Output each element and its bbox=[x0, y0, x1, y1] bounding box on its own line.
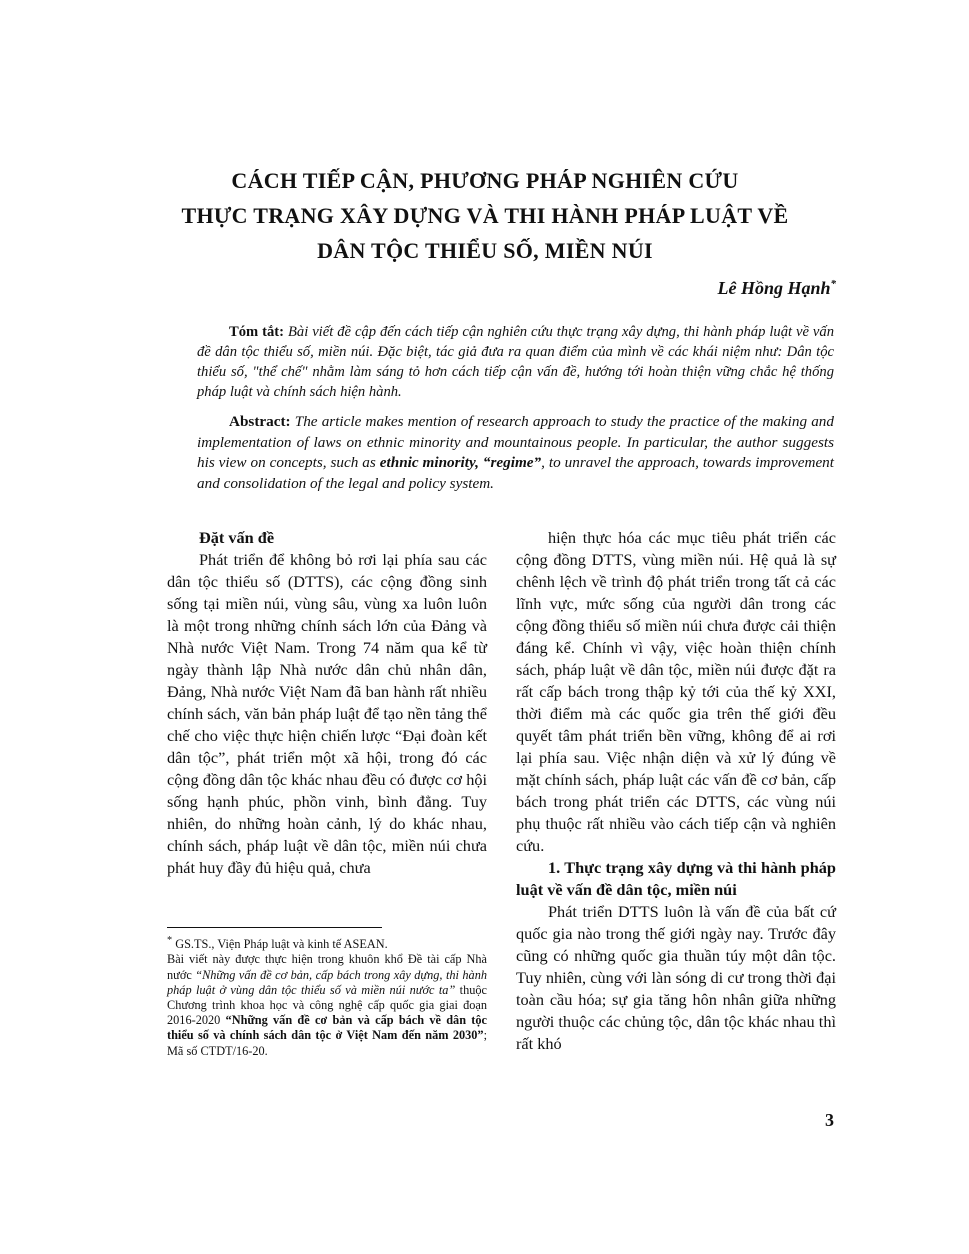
section-heading-intro: Đặt vấn đề bbox=[199, 528, 275, 547]
abstract-en-text-b: , to unravel the approach, towards improvement and consolidation of the legal and policy system. bbox=[197, 454, 834, 492]
abstract-en-label: Abstract: bbox=[229, 413, 291, 430]
footnote-mark: * bbox=[167, 935, 173, 946]
right-paragraph-1: hiện thực hóa các mục tiêu phát triển các cộng đồng DTTS, vùng miền núi. Hệ quả là sự chênh lệch về trình độ phát triển trong tất cả các lĩnh vực, mức sống của người dân trong các cộng đồng thiểu số miền núi chưa được cải thiện đáng kể. Chính vì vậy, việc hoàn thiện chính sách, pháp luật về dân tộc, miền núi được đặt ra rất cấp bách trong thập kỷ tới của thế kỷ XXI, thời điểm mà các quốc gia trên thế giới đều quyết tâm phát triển bền vững, không để ai rơi lại phía sau. Việc nhận diện và xử lý đúng về mặt chính sách, pháp luật các vấn đề cơ bản, cấp bách trong phát triển các DTTS, các vùng núi phụ thuộc rất nhiều vào cách tiếp cận và nghiên cứu. bbox=[516, 528, 836, 855]
title-line-2: THỰC TRẠNG XÂY DỰNG VÀ THI HÀNH PHÁP LUẬT VỀ bbox=[181, 203, 789, 228]
footnotes bbox=[167, 933, 487, 1059]
abstract-en-term: ethnic minority, “regime” bbox=[379, 454, 542, 471]
footnote-program-title: “Những vấn đề cơ bản và cấp bách về dân tộc thiểu số và chính sách dân tộc ở Việt Nam đến năm 2030” bbox=[167, 1013, 487, 1043]
right-column bbox=[516, 527, 836, 1055]
left-column bbox=[167, 527, 487, 879]
footnote-affiliation bbox=[167, 933, 487, 952]
abstract-vi-text: Bài viết đề cập đến cách tiếp cận nghiên cứu thực trạng xây dựng, thi hành pháp luật về vấn đề dân tộc thiểu số, miền núi. Đặc biệt, tác giả đưa ra quan điểm của mình về các khái niệm như: Dân tộc thiểu số, "thể chế" nhằm làm sáng tỏ hơn cách tiếp cận vấn đề, hướng tới hoàn thiện vững chắc hệ thống pháp luật và chính sách hiện hành. bbox=[197, 324, 834, 400]
abstract-vietnamese bbox=[197, 322, 834, 402]
paper-title bbox=[140, 163, 830, 268]
footnote-project-title: “Những vấn đề cơ bản, cấp bách trong xây dựng, thi hành pháp luật ở vùng dân tộc thiểu số và miền núi nước ta” bbox=[167, 967, 487, 997]
footnote-text-a: Bài viết này được thực hiện trong khuôn khổ Đề tài cấp Nhà nước bbox=[167, 952, 487, 982]
title-line-3: DÂN TỘC THIỂU SỐ, MIỀN NÚI bbox=[317, 238, 653, 263]
author-footnote-mark: * bbox=[830, 278, 836, 290]
abstract-vi-label: Tóm tắt: bbox=[229, 324, 285, 340]
footnote-text-b: thuộc Chương trình khoa học và công nghệ cấp quốc gia giai đoạn 2016-2020 bbox=[167, 982, 487, 1028]
right-paragraph-2: Phát triển DTTS luôn là vấn đề của bất cứ quốc gia nào trong thế giới ngày nay. Trước đây cũng có những quốc gia thuần túy một dân tộc. Tuy nhiên, cùng với làn sóng di cư trong thời đại toàn cầu hóa; sự gia tăng hôn nhân giữa những người thuộc các chủng tộc, dân tộc khác nhau thì rất khó bbox=[516, 902, 836, 1053]
footnote-project bbox=[167, 952, 487, 1058]
section-heading-1: 1. Thực trạng xây dựng và thi hành pháp luật về vấn đề dân tộc, miền núi bbox=[516, 858, 836, 899]
page-number: 3 bbox=[825, 1110, 834, 1130]
abstract-en-text-a: The article makes mention of research approach to study the practice of the making and implementation of laws on ethnic minority and mountainous people. In particular, the author suggests his view on concepts, such as bbox=[197, 413, 834, 471]
title-line-1: CÁCH TIẾP CẬN, PHƯƠNG PHÁP NGHIÊN CỨU bbox=[231, 168, 739, 193]
footnote-divider bbox=[167, 927, 382, 928]
footnote-affiliation-text: GS.TS., Viện Pháp luật và kinh tế ASEAN. bbox=[172, 937, 388, 952]
footnote-text-c: ; Mã số CTDT/16-20. bbox=[167, 1028, 487, 1058]
abstract-english bbox=[197, 412, 834, 494]
intro-paragraph: Phát triển để không bỏ rơi lại phía sau các dân tộc thiểu số (DTTS), các cộng đồng sinh sống tại miền núi, vùng sâu, vùng xa luôn luôn là một trong những chính sách lớn của Đảng và Nhà nước Việt Nam. Trong 74 năm qua kể từ ngày thành lập Nhà nước dân chủ nhân dân, Đảng, Nhà nước Việt Nam đã ban hành rất nhiều chính sách, văn bản pháp luật để tạo nền tảng thể chế cho việc thực hiện chiến lược “Đại đoàn kết dân tộc”, phát triển một xã hội, trong đó các cộng đồng dân tộc khác nhau đều có được cơ hội sống hạnh phúc, phồn vinh, bình đẳng. Tuy nhiên, do những hoàn cảnh, lý do khác nhau, chính sách, pháp luật về dân tộc, miền núi chưa phát huy đầy đủ hiệu quả, chưa bbox=[167, 550, 487, 877]
author bbox=[717, 278, 836, 299]
author-name: Lê Hồng Hạnh bbox=[717, 278, 831, 298]
